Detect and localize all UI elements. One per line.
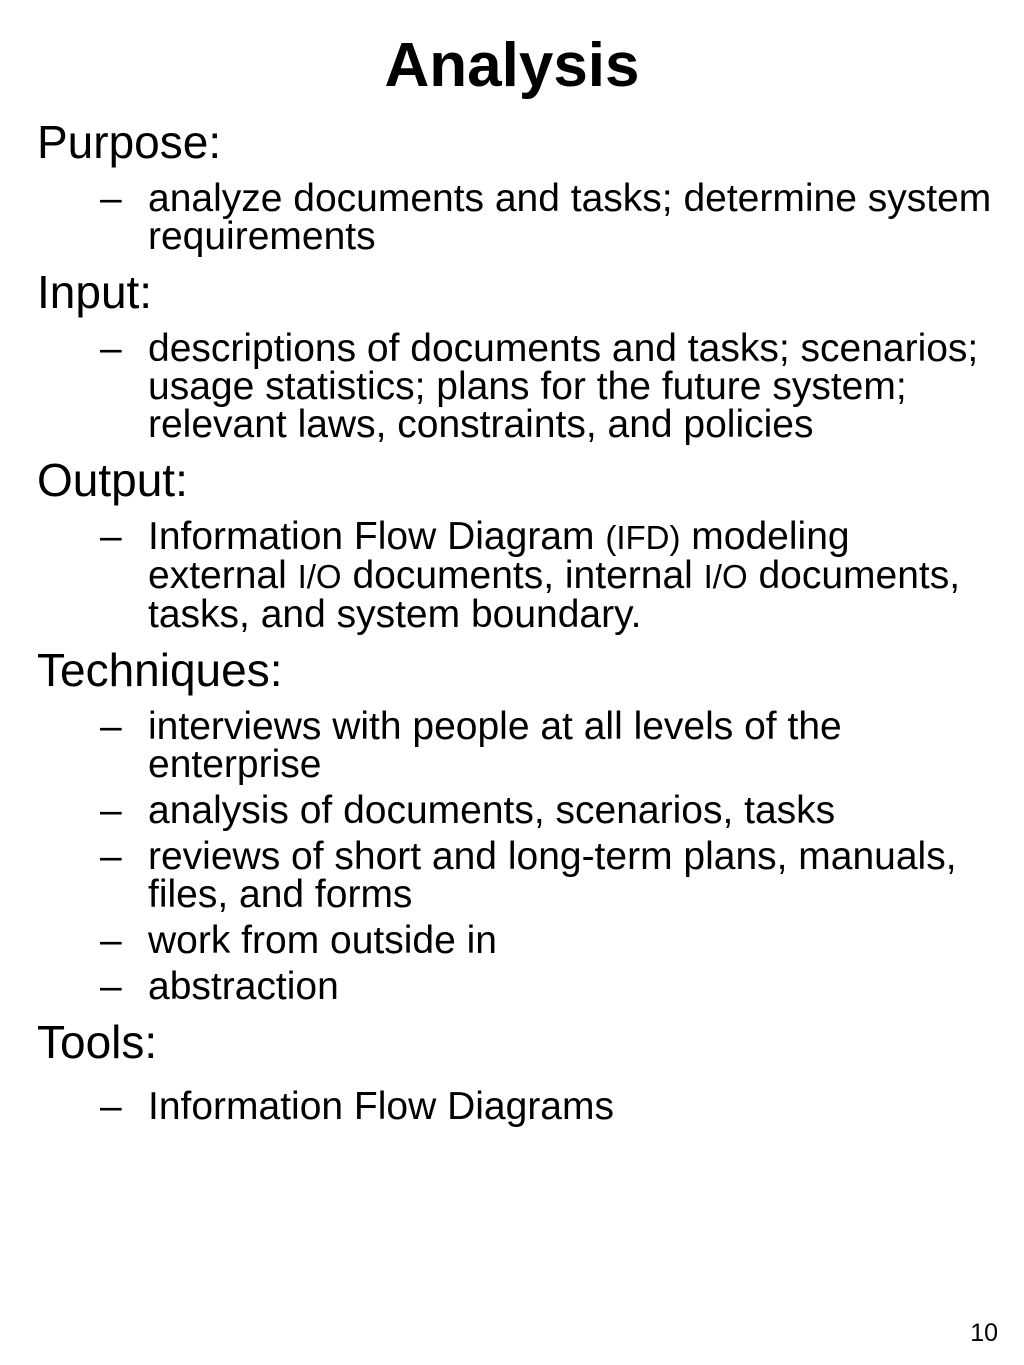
list-item: [37, 177, 997, 258]
dash-bullet: –: [100, 705, 122, 748]
page-number: 10: [970, 1319, 998, 1347]
dash-bullet: –: [100, 1085, 122, 1128]
techniques-list: [37, 705, 997, 1008]
list-item-text: work from outside in: [148, 919, 497, 962]
dash-bullet: –: [100, 965, 122, 1008]
list-item-text: Information Flow Diagrams: [148, 1085, 614, 1128]
section-techniques: [37, 640, 997, 1006]
section-tools: [37, 1012, 997, 1126]
list-item: [37, 835, 997, 916]
dash-bullet: –: [100, 919, 122, 962]
section-heading-output: Output:: [37, 454, 188, 506]
section-heading-tools: Tools:: [37, 1016, 158, 1068]
list-item-text: [148, 515, 960, 636]
dash-bullet: –: [100, 515, 122, 558]
dash-bullet: –: [100, 177, 122, 220]
dash-bullet: –: [100, 327, 122, 370]
output-abbrev-io: I/O: [297, 558, 342, 595]
section-output: [37, 450, 997, 634]
list-item: [37, 1085, 997, 1128]
input-list: [37, 327, 997, 446]
list-item-text: reviews of short and long-term plans, manuals, files, and forms: [148, 835, 957, 916]
list-item: [37, 705, 997, 786]
list-item-text: descriptions of documents and tasks; scenarios; usage statistics; plans for the future system; relevant laws, constraints, and policies: [148, 327, 979, 446]
list-item: [37, 919, 997, 962]
purpose-list: [37, 177, 997, 258]
output-abbrev-ifd: (IFD): [605, 519, 681, 556]
list-item: [37, 327, 997, 446]
list-item: [37, 515, 997, 636]
list-item: [37, 965, 997, 1008]
list-item-text: analyze documents and tasks; determine system requirements: [148, 177, 992, 258]
section-purpose: [37, 112, 997, 256]
dash-bullet: –: [100, 789, 122, 832]
list-item: [37, 789, 997, 832]
list-item-text: abstraction: [148, 965, 339, 1008]
output-abbrev-io: I/O: [703, 558, 748, 595]
output-text-part: modeling external: [148, 515, 850, 597]
dash-bullet: –: [100, 835, 122, 878]
output-text-part: documents, tasks, and system boundary.: [148, 554, 961, 636]
slide-body: [37, 112, 997, 1132]
list-item-text: analysis of documents, scenarios, tasks: [148, 789, 836, 832]
section-heading-input: Input:: [37, 266, 153, 318]
section-heading-purpose: Purpose:: [37, 116, 222, 168]
section-heading-techniques: Techniques:: [37, 644, 283, 696]
output-text-part: Information Flow Diagram: [148, 515, 606, 558]
list-item-text: interviews with people at all levels of the enterprise: [148, 705, 842, 786]
output-list: [37, 515, 997, 636]
section-input: [37, 262, 997, 444]
slide-title: Analysis: [384, 31, 640, 100]
output-text-part: documents, internal: [341, 554, 704, 597]
tools-list: [37, 1085, 997, 1128]
